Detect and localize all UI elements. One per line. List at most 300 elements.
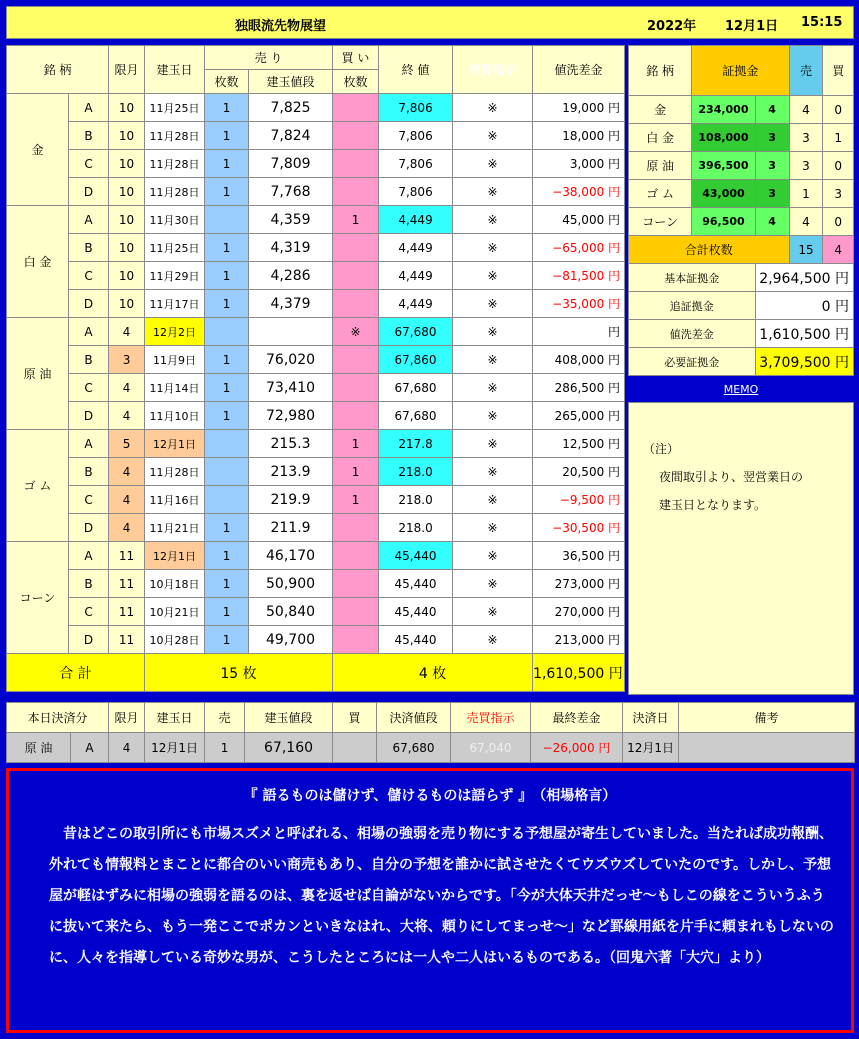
sub-label: A (69, 430, 109, 458)
open-date-cell: 11月29日 (145, 262, 205, 290)
diff-cell: 19,000 円 (533, 94, 625, 122)
sell-lots-cell (205, 458, 249, 486)
diff-cell: 270,000 円 (533, 598, 625, 626)
open-date-cell: 11月30日 (145, 206, 205, 234)
open-date-cell: 12月1日 (145, 542, 205, 570)
open-price-cell: 76,020 (249, 346, 333, 374)
month-cell: 10 (109, 262, 145, 290)
margin-brand: 原 油 (629, 152, 692, 180)
sub-label: B (69, 570, 109, 598)
summary-label: 基本証拠金 (629, 264, 756, 292)
margin-row (629, 208, 854, 236)
close-cell: 67,680 (379, 374, 453, 402)
open-price-cell: 219.9 (249, 486, 333, 514)
margin-buy: 0 (823, 96, 854, 124)
col-diff: 値洗差金 (533, 46, 625, 94)
buy-lots-cell: 1 (333, 486, 379, 514)
sell-lots-cell: 1 (205, 514, 249, 542)
close-cell: 7,806 (379, 122, 453, 150)
proverb-body: 昔はどこの取引所にも市場スズメと呼ばれる、相場の強弱を売り物にする予想屋が寄生していました。当たれば成功報酬、外れても情報料とまことに都合のいい商売もあり、自分の予想を誰かに試させたくてウズウズしていたのです。しかし、予想屋が軽はずみに相場の強弱を語るのは、裏を返せば自論がないからです。「今が大体天井だっせ〜もしこの線をこういうふうに抜いて来たら、もう一発ここでポカンといきなはれ、大将、頼りにしてまっせ〜」など罫線用紙を片手に頼まれもしないのに、人々を指導している奇妙な男が、こうしたところには一人や二人はいるものである。（回鬼六著「大穴」より） (49, 826, 834, 966)
margin-count: 3 (755, 180, 789, 208)
close-cell: 218.0 (379, 486, 453, 514)
month-cell: 4 (109, 374, 145, 402)
table-row (7, 542, 625, 570)
table-row (7, 122, 625, 150)
title-bar (6, 6, 854, 39)
page-title: 独眼流先物展望 (235, 19, 327, 34)
col-sell-lots: 枚数 (205, 70, 249, 94)
signal-cell: ※ (453, 178, 533, 206)
close-cell: 4,449 (379, 206, 453, 234)
diff-cell: 45,000 円 (533, 206, 625, 234)
signal-cell: ※ (453, 514, 533, 542)
total-label: 合 計 (7, 654, 145, 692)
signal-cell: ※ (453, 598, 533, 626)
close-cell: 4,449 (379, 290, 453, 318)
month-cell: 11 (109, 542, 145, 570)
open-date-cell: 11月25日 (145, 234, 205, 262)
sub-label: C (69, 598, 109, 626)
margin-buy: 1 (823, 124, 854, 152)
col-signal: 売買指示 (453, 46, 533, 94)
buy-lots-cell (333, 150, 379, 178)
summary-label: 追証拠金 (629, 292, 756, 320)
sell-lots-cell (205, 430, 249, 458)
sub-label: C (69, 374, 109, 402)
table-row (7, 430, 625, 458)
col-sell: 売 り (205, 46, 333, 70)
buy-lots-cell (333, 178, 379, 206)
signal-cell: ※ (453, 150, 533, 178)
col-buy-lots: 枚数 (333, 70, 379, 94)
diff-cell: 273,000 円 (533, 570, 625, 598)
settle-price: 67,160 (245, 733, 333, 763)
total-row (7, 654, 625, 692)
open-date-cell: 11月10日 (145, 402, 205, 430)
margin-value: 43,000 (692, 180, 755, 208)
margin-count: 4 (755, 208, 789, 236)
buy-lots-cell (333, 542, 379, 570)
month-cell: 10 (109, 150, 145, 178)
month-cell: 10 (109, 178, 145, 206)
diff-cell: 36,500 円 (533, 542, 625, 570)
table-row (7, 262, 625, 290)
signal-cell: ※ (453, 206, 533, 234)
header-time: 15:15 (801, 15, 843, 30)
month-cell: 10 (109, 122, 145, 150)
settle-sell: 1 (205, 733, 245, 763)
open-date-cell: 10月21日 (145, 598, 205, 626)
margin-sell: 3 (789, 124, 823, 152)
col-month: 限月 (109, 46, 145, 94)
sub-label: D (69, 514, 109, 542)
signal-cell: ※ (453, 542, 533, 570)
summary-value: 3,709,500 円 (755, 348, 853, 376)
col-open-date: 建玉日 (145, 46, 205, 94)
settle-sub: A (71, 733, 109, 763)
sub-label: C (69, 262, 109, 290)
settle-buy (333, 733, 377, 763)
margin-row (629, 180, 854, 208)
settle-row (7, 733, 855, 763)
open-price-cell: 4,379 (249, 290, 333, 318)
sell-lots-cell: 1 (205, 262, 249, 290)
close-cell: 4,449 (379, 234, 453, 262)
open-price-cell: 73,410 (249, 374, 333, 402)
margin-value: 234,000 (692, 96, 755, 124)
col-open-price: 建玉値段 (249, 70, 333, 94)
diff-cell: 408,000 円 (533, 346, 625, 374)
open-date-cell: 11月16日 (145, 486, 205, 514)
open-price-cell (249, 318, 333, 346)
open-price-cell: 4,286 (249, 262, 333, 290)
margin-col-sell: 売 (789, 46, 823, 96)
month-cell: 5 (109, 430, 145, 458)
proverb-box (6, 768, 854, 1033)
close-cell: 4,449 (379, 262, 453, 290)
summary-row (629, 264, 854, 292)
close-cell: 218.0 (379, 458, 453, 486)
buy-lots-cell (333, 262, 379, 290)
diff-cell: −65,000 円 (533, 234, 625, 262)
table-row (7, 206, 625, 234)
sub-label: D (69, 626, 109, 654)
buy-lots-cell (333, 626, 379, 654)
sell-lots-cell: 1 (205, 122, 249, 150)
open-price-cell: 50,900 (249, 570, 333, 598)
diff-cell: −30,500 円 (533, 514, 625, 542)
buy-lots-cell (333, 290, 379, 318)
margin-count-row (629, 236, 854, 264)
margin-table (628, 45, 854, 376)
diff-cell: −81,500 円 (533, 262, 625, 290)
buy-lots-cell: 1 (333, 206, 379, 234)
buy-lots-cell: ※ (333, 318, 379, 346)
table-row (7, 458, 625, 486)
table-row (7, 514, 625, 542)
settle-col-month: 限月 (109, 703, 145, 733)
brand-name: コーン (7, 542, 69, 654)
sell-lots-cell (205, 318, 249, 346)
brand-name: ゴ ム (7, 430, 69, 542)
diff-cell: 3,000 円 (533, 150, 625, 178)
margin-sell: 4 (789, 96, 823, 124)
month-cell: 4 (109, 514, 145, 542)
month-cell: 10 (109, 206, 145, 234)
open-price-cell: 7,768 (249, 178, 333, 206)
close-cell: 45,440 (379, 570, 453, 598)
open-date-cell: 11月21日 (145, 514, 205, 542)
table-row (7, 486, 625, 514)
open-date-cell: 11月9日 (145, 346, 205, 374)
buy-lots-cell (333, 402, 379, 430)
close-cell: 67,860 (379, 346, 453, 374)
buy-lots-cell (333, 234, 379, 262)
col-close: 終 値 (379, 46, 453, 94)
close-cell: 67,680 (379, 402, 453, 430)
margin-row (629, 96, 854, 124)
sell-lots-cell: 1 (205, 598, 249, 626)
total-diff: 1,610,500 円 (533, 654, 625, 692)
margin-count: 3 (755, 124, 789, 152)
sell-lots-cell: 1 (205, 234, 249, 262)
summary-row (629, 348, 854, 376)
sell-lots-cell (205, 206, 249, 234)
count-sell: 15 (789, 236, 823, 264)
open-date-cell: 11月25日 (145, 94, 205, 122)
settle-settle-date: 12月1日 (623, 733, 679, 763)
open-date-cell: 10月18日 (145, 570, 205, 598)
diff-cell: 20,500 円 (533, 458, 625, 486)
month-cell: 10 (109, 94, 145, 122)
table-row (7, 402, 625, 430)
sell-lots-cell: 1 (205, 150, 249, 178)
margin-count: 3 (755, 152, 789, 180)
signal-cell: ※ (453, 234, 533, 262)
close-cell: 45,440 (379, 542, 453, 570)
month-cell: 4 (109, 318, 145, 346)
sub-label: B (69, 122, 109, 150)
margin-row (629, 152, 854, 180)
open-date-cell: 11月28日 (145, 150, 205, 178)
margin-buy: 3 (823, 180, 854, 208)
open-date-cell: 12月1日 (145, 430, 205, 458)
header-year: 2022年 (647, 19, 697, 34)
month-cell: 10 (109, 234, 145, 262)
margin-buy: 0 (823, 152, 854, 180)
settle-col-sell: 売 (205, 703, 245, 733)
signal-cell: ※ (453, 374, 533, 402)
signal-cell: ※ (453, 290, 533, 318)
signal-cell: ※ (453, 402, 533, 430)
buy-lots-cell (333, 122, 379, 150)
table-row (7, 178, 625, 206)
buy-lots-cell (333, 346, 379, 374)
sub-label: A (69, 542, 109, 570)
open-price-cell: 50,840 (249, 598, 333, 626)
margin-row (629, 124, 854, 152)
sell-lots-cell: 1 (205, 290, 249, 318)
settle-date: 12月1日 (145, 733, 205, 763)
month-cell: 4 (109, 486, 145, 514)
sell-lots-cell: 1 (205, 626, 249, 654)
month-cell: 3 (109, 346, 145, 374)
count-label: 合計枚数 (629, 236, 790, 264)
sell-lots-cell: 1 (205, 542, 249, 570)
open-price-cell: 213.9 (249, 458, 333, 486)
open-date-cell: 11月28日 (145, 458, 205, 486)
margin-buy: 0 (823, 208, 854, 236)
memo-panel (628, 402, 854, 695)
open-price-cell: 211.9 (249, 514, 333, 542)
margin-brand: ゴ ム (629, 180, 692, 208)
month-cell: 11 (109, 626, 145, 654)
month-cell: 11 (109, 570, 145, 598)
total-sell: 15 枚 (145, 654, 333, 692)
summary-row (629, 292, 854, 320)
sub-label: D (69, 290, 109, 318)
open-date-cell: 11月14日 (145, 374, 205, 402)
sub-label: C (69, 150, 109, 178)
buy-lots-cell (333, 374, 379, 402)
summary-label: 必要証拠金 (629, 348, 756, 376)
signal-cell: ※ (453, 346, 533, 374)
sub-label: C (69, 486, 109, 514)
close-cell: 218.0 (379, 514, 453, 542)
sub-label: B (69, 346, 109, 374)
open-price-cell: 215.3 (249, 430, 333, 458)
settle-settle-price: 67,680 (377, 733, 451, 763)
buy-lots-cell (333, 514, 379, 542)
month-cell: 4 (109, 458, 145, 486)
count-buy: 4 (823, 236, 854, 264)
margin-brand: コーン (629, 208, 692, 236)
signal-cell: ※ (453, 318, 533, 346)
settle-col-settle-date: 決済日 (623, 703, 679, 733)
settle-final-diff: −26,000 円 (531, 733, 623, 763)
signal-cell: ※ (453, 94, 533, 122)
memo-note-label: （注） (643, 442, 680, 456)
diff-cell: 12,500 円 (533, 430, 625, 458)
col-brand: 銘 柄 (7, 46, 109, 94)
open-price-cell: 4,359 (249, 206, 333, 234)
sell-lots-cell: 1 (205, 178, 249, 206)
table-row (7, 290, 625, 318)
close-cell: 7,806 (379, 178, 453, 206)
buy-lots-cell (333, 94, 379, 122)
table-row (7, 598, 625, 626)
month-cell: 11 (109, 598, 145, 626)
margin-sell: 4 (789, 208, 823, 236)
settle-col-today: 本日決済分 (7, 703, 109, 733)
sub-label: D (69, 178, 109, 206)
settle-col-price: 建玉値段 (245, 703, 333, 733)
sell-lots-cell: 1 (205, 94, 249, 122)
summary-label: 値洗差金 (629, 320, 756, 348)
table-row (7, 318, 625, 346)
signal-cell: ※ (453, 122, 533, 150)
brand-name: 金 (7, 94, 69, 206)
sell-lots-cell: 1 (205, 374, 249, 402)
month-cell: 10 (109, 290, 145, 318)
table-row (7, 374, 625, 402)
buy-lots-cell: 1 (333, 430, 379, 458)
open-price-cell: 7,809 (249, 150, 333, 178)
diff-cell: −35,000 円 (533, 290, 625, 318)
sub-label: B (69, 234, 109, 262)
sell-lots-cell: 1 (205, 570, 249, 598)
settle-note (679, 733, 855, 763)
open-price-cell: 7,824 (249, 122, 333, 150)
open-price-cell: 72,980 (249, 402, 333, 430)
close-cell: 67,680 (379, 318, 453, 346)
buy-lots-cell (333, 570, 379, 598)
buy-lots-cell (333, 598, 379, 626)
buy-lots-cell: 1 (333, 458, 379, 486)
signal-cell: ※ (453, 262, 533, 290)
summary-value: 0 円 (755, 292, 853, 320)
settle-col-note: 備考 (679, 703, 855, 733)
sub-label: A (69, 94, 109, 122)
table-row (7, 150, 625, 178)
diff-cell: −9,500 円 (533, 486, 625, 514)
margin-col-brand: 銘 柄 (629, 46, 692, 96)
diff-cell: 円 (533, 318, 625, 346)
brand-name: 原 油 (7, 318, 69, 430)
sell-lots-cell: 1 (205, 346, 249, 374)
memo-link[interactable]: MEMO (723, 383, 759, 396)
positions-table (6, 45, 625, 692)
signal-cell: ※ (453, 430, 533, 458)
margin-value: 96,500 (692, 208, 755, 236)
summary-row (629, 320, 854, 348)
open-price-cell: 49,700 (249, 626, 333, 654)
sell-lots-cell: 1 (205, 402, 249, 430)
settle-signal: 67,040 (451, 733, 531, 763)
brand-name: 白 金 (7, 206, 69, 318)
total-buy: 4 枚 (333, 654, 533, 692)
table-row (7, 94, 625, 122)
diff-cell: 286,500 円 (533, 374, 625, 402)
diff-cell: −38,000 円 (533, 178, 625, 206)
table-row (7, 570, 625, 598)
sub-label: B (69, 458, 109, 486)
table-row (7, 346, 625, 374)
month-cell: 4 (109, 402, 145, 430)
margin-sell: 3 (789, 152, 823, 180)
open-price-cell: 7,825 (249, 94, 333, 122)
close-cell: 7,806 (379, 150, 453, 178)
close-cell: 217.8 (379, 430, 453, 458)
settlement-table (6, 702, 855, 763)
open-date-cell: 11月28日 (145, 178, 205, 206)
settle-col-settle-price: 決済値段 (377, 703, 451, 733)
open-price-cell: 4,319 (249, 234, 333, 262)
close-cell: 45,440 (379, 626, 453, 654)
header-row-1 (7, 46, 625, 70)
margin-col-buy: 買 (823, 46, 854, 96)
settle-month: 4 (109, 733, 145, 763)
diff-cell: 265,000 円 (533, 402, 625, 430)
margin-brand: 白 金 (629, 124, 692, 152)
sell-lots-cell (205, 486, 249, 514)
sub-label: A (69, 206, 109, 234)
settle-brand: 原 油 (7, 733, 71, 763)
proverb-title: 『 語るものは儲けず、儲けるものは語らず 』 （相場格言） (243, 788, 617, 804)
settle-header-row (7, 703, 855, 733)
margin-sell: 1 (789, 180, 823, 208)
diff-cell: 213,000 円 (533, 626, 625, 654)
col-buy: 買 い (333, 46, 379, 70)
open-date-cell: 10月28日 (145, 626, 205, 654)
settle-col-signal: 売買指示 (451, 703, 531, 733)
table-row (7, 234, 625, 262)
open-price-cell: 46,170 (249, 542, 333, 570)
margin-brand: 金 (629, 96, 692, 124)
margin-header-row (629, 46, 854, 96)
memo-line-2: 建玉日となります。 (659, 498, 767, 512)
signal-cell: ※ (453, 486, 533, 514)
open-date-cell: 11月28日 (145, 122, 205, 150)
margin-col-margin: 証拠金 (692, 46, 789, 96)
summary-value: 2,964,500 円 (755, 264, 853, 292)
table-row (7, 626, 625, 654)
sub-label: D (69, 402, 109, 430)
summary-value: 1,610,500 円 (755, 320, 853, 348)
sub-label: A (69, 318, 109, 346)
signal-cell: ※ (453, 458, 533, 486)
margin-count: 4 (755, 96, 789, 124)
